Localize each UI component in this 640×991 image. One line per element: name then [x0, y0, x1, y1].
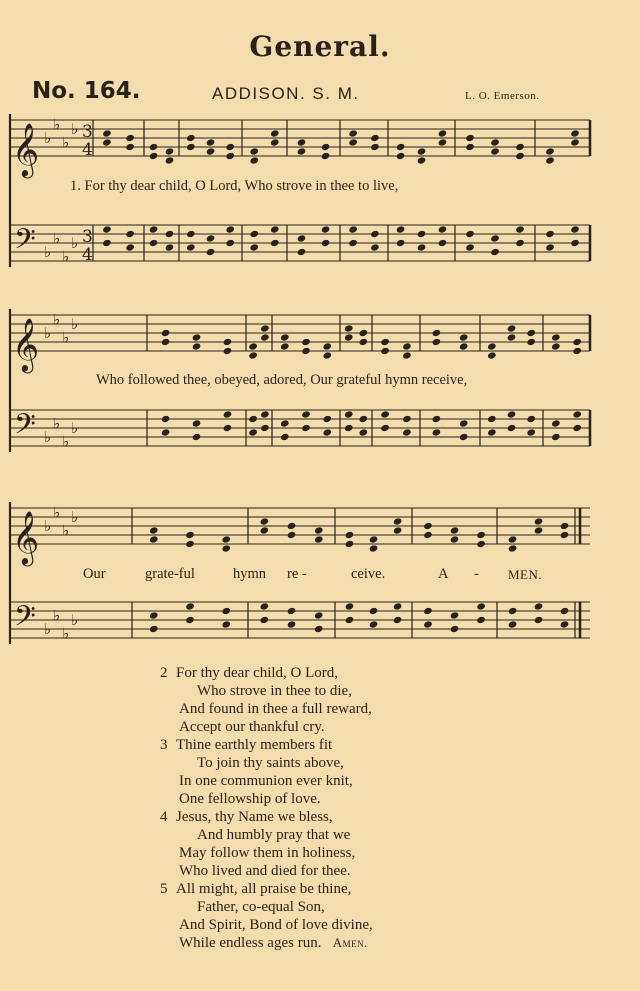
note-head — [270, 225, 280, 233]
note-head — [322, 415, 332, 423]
lyric-line-1: 1. For thy dear child, O Lord, Who strove in thee to live, — [70, 178, 399, 194]
note-head — [149, 225, 159, 233]
note-head — [534, 602, 544, 610]
note-head — [515, 152, 525, 160]
note-head — [270, 129, 280, 137]
note-head — [380, 347, 390, 355]
note-head — [465, 243, 475, 251]
flat-sign: ♭ — [62, 432, 70, 451]
note-head — [438, 225, 448, 233]
note-head — [206, 138, 216, 146]
note-head — [490, 138, 500, 146]
verse-3 — [160, 736, 373, 808]
verse-line: And Spirit, Bond of love divine, — [179, 917, 373, 933]
note-head — [314, 526, 324, 534]
note-head — [380, 424, 390, 432]
lyric-line-2: Who followed thee, obeyed, adored, Our grateful hymn receive, — [96, 372, 468, 388]
note-head — [345, 616, 355, 624]
flat-sign: ♭ — [53, 503, 61, 522]
note-head — [507, 333, 517, 341]
note-head — [102, 129, 112, 137]
note-head — [248, 428, 258, 436]
note-head — [185, 602, 195, 610]
treble-clef-icon: 𝄞 — [12, 510, 40, 564]
note-head — [560, 620, 570, 628]
note-head — [515, 225, 525, 233]
note-head — [572, 338, 582, 346]
note-head — [432, 338, 442, 346]
lyric-word: MEN. — [508, 567, 543, 582]
note-head — [465, 143, 475, 151]
note-head — [551, 342, 561, 350]
note-head — [465, 230, 475, 238]
note-head — [314, 611, 324, 619]
flat-sign: ♭ — [62, 624, 70, 643]
note-head — [221, 535, 231, 543]
note-head — [459, 342, 469, 350]
note-head — [534, 517, 544, 525]
time-signature-denominator: 4 — [82, 245, 93, 265]
flat-sign: ♭ — [53, 310, 61, 329]
note-head — [206, 248, 216, 256]
note-head — [345, 540, 355, 548]
note-head — [432, 415, 442, 423]
note-head — [459, 433, 469, 441]
note-head — [438, 129, 448, 137]
note-head — [423, 522, 433, 530]
bass-clef-icon: 𝄢 — [14, 223, 36, 263]
flat-sign: ♭ — [53, 606, 61, 625]
note-head — [321, 143, 331, 151]
note-head — [297, 147, 307, 155]
note-head — [459, 333, 469, 341]
note-head — [348, 239, 358, 247]
note-head — [287, 607, 297, 615]
note-head — [260, 410, 270, 418]
note-head — [260, 602, 270, 610]
note-head — [297, 248, 307, 256]
note-head — [438, 138, 448, 146]
note-head — [450, 611, 460, 619]
note-head — [248, 351, 258, 359]
note-head — [545, 243, 555, 251]
note-head — [165, 243, 175, 251]
note-head — [380, 410, 390, 418]
note-head — [393, 526, 403, 534]
note-head — [515, 239, 525, 247]
verse-line: And found in thee a full reward, — [179, 701, 372, 717]
note-head — [545, 147, 555, 155]
treble-clef-icon: 𝄞 — [12, 317, 40, 371]
note-head — [560, 531, 570, 539]
note-head — [393, 616, 403, 624]
note-head — [369, 620, 379, 628]
note-head — [186, 143, 196, 151]
verse-line: While endless ages run. — [179, 935, 322, 951]
time-signature-numerator: 3 — [82, 227, 93, 247]
note-head — [487, 415, 497, 423]
flat-sign: ♭ — [53, 229, 61, 248]
hymn-number: No. 164. — [32, 78, 141, 104]
verse-line: Accept our thankful cry. — [179, 719, 325, 735]
note-head — [507, 410, 517, 418]
verse-line: And humbly pray that we — [197, 827, 351, 843]
note-head — [572, 410, 582, 418]
note-head — [102, 239, 112, 247]
note-head — [223, 424, 233, 432]
verse-2 — [160, 664, 373, 736]
note-head — [314, 535, 324, 543]
note-head — [423, 607, 433, 615]
note-head — [358, 338, 368, 346]
note-head — [402, 428, 412, 436]
note-head — [396, 143, 406, 151]
note-head — [301, 410, 311, 418]
flat-sign: ♭ — [71, 419, 79, 437]
note-head — [370, 134, 380, 142]
note-head — [225, 143, 235, 151]
note-head — [490, 234, 500, 242]
note-head — [423, 531, 433, 539]
flat-sign: ♭ — [62, 133, 70, 152]
note-head — [185, 616, 195, 624]
note-head — [249, 243, 259, 251]
note-head — [186, 134, 196, 142]
meter: S. M. — [312, 84, 360, 103]
verses — [160, 664, 373, 952]
flat-sign: ♭ — [71, 315, 79, 333]
note-head — [301, 424, 311, 432]
note-head — [344, 324, 354, 332]
bass-clef-icon: 𝄢 — [14, 408, 36, 448]
note-head — [297, 234, 307, 242]
note-head — [322, 342, 332, 350]
note-head — [545, 230, 555, 238]
note-head — [551, 419, 561, 427]
note-head — [396, 225, 406, 233]
lyric-word: Our — [83, 566, 106, 582]
note-head — [396, 239, 406, 247]
note-head — [186, 243, 196, 251]
note-head — [149, 625, 159, 633]
flat-sign: ♭ — [71, 120, 79, 138]
flat-sign: ♭ — [71, 611, 79, 629]
note-head — [185, 540, 195, 548]
note-head — [348, 138, 358, 146]
note-head — [560, 607, 570, 615]
note-head — [165, 156, 175, 164]
note-head — [476, 540, 486, 548]
note-head — [450, 625, 460, 633]
verse-4 — [160, 808, 373, 880]
flat-sign: ♭ — [53, 414, 61, 433]
note-head — [344, 424, 354, 432]
note-head — [526, 415, 536, 423]
note-head — [280, 333, 290, 341]
note-head — [369, 535, 379, 543]
verse-line: To join thy saints above, — [197, 755, 344, 771]
note-head — [534, 616, 544, 624]
note-head — [345, 602, 355, 610]
note-head — [358, 329, 368, 337]
note-head — [490, 147, 500, 155]
note-head — [249, 156, 259, 164]
note-head — [249, 147, 259, 155]
note-head — [402, 342, 412, 350]
note-head — [432, 428, 442, 436]
note-head — [102, 225, 112, 233]
note-head — [570, 225, 580, 233]
note-head — [476, 616, 486, 624]
note-head — [526, 428, 536, 436]
note-head — [423, 620, 433, 628]
verse-line: All might, all praise be thine, — [176, 881, 352, 897]
note-head — [570, 129, 580, 137]
note-head — [225, 225, 235, 233]
note-head — [490, 248, 500, 256]
note-head — [417, 230, 427, 238]
note-head — [570, 138, 580, 146]
note-head — [149, 611, 159, 619]
section-title: General. — [249, 30, 391, 63]
note-head — [358, 428, 368, 436]
verse-line: Who strove in thee to die, — [197, 683, 352, 699]
note-head — [321, 225, 331, 233]
note-head — [221, 544, 231, 552]
note-head — [487, 351, 497, 359]
verse-line: In one communion ever knit, — [179, 773, 353, 789]
note-head — [476, 602, 486, 610]
lyric-word: grate-ful — [145, 566, 195, 582]
verse-line: One fellowship of love. — [179, 791, 321, 807]
note-head — [417, 156, 427, 164]
note-head — [225, 152, 235, 160]
note-head — [149, 239, 159, 247]
note-head — [297, 138, 307, 146]
note-head — [369, 607, 379, 615]
note-head — [280, 433, 290, 441]
note-head — [487, 428, 497, 436]
lyric-word: hymn — [233, 566, 267, 582]
note-head — [149, 143, 159, 151]
verse-line: For thy dear child, O Lord, — [176, 665, 339, 681]
flat-sign: ♭ — [44, 324, 52, 342]
note-head — [248, 342, 258, 350]
note-head — [161, 329, 171, 337]
flat-sign: ♭ — [71, 508, 79, 526]
note-head — [287, 620, 297, 628]
note-head — [476, 531, 486, 539]
note-head — [287, 531, 297, 539]
lyric-word: re - — [287, 566, 307, 582]
note-head — [165, 230, 175, 238]
flat-sign: ♭ — [44, 620, 52, 638]
lyric-word: ceive. — [351, 566, 386, 582]
note-head — [432, 329, 442, 337]
note-head — [206, 234, 216, 242]
tune-title: ADDISON. — [212, 84, 307, 103]
note-head — [534, 526, 544, 534]
note-head — [287, 522, 297, 530]
note-head — [526, 338, 536, 346]
note-head — [322, 351, 332, 359]
note-head — [396, 152, 406, 160]
note-head — [402, 351, 412, 359]
note-head — [149, 152, 159, 160]
note-head — [161, 338, 171, 346]
note-head — [508, 607, 518, 615]
note-head — [248, 415, 258, 423]
note-head — [393, 517, 403, 525]
note-head — [358, 415, 368, 423]
note-head — [301, 347, 311, 355]
lyric-word: A — [438, 566, 449, 582]
note-head — [508, 620, 518, 628]
note-head — [149, 535, 159, 543]
note-head — [508, 535, 518, 543]
flat-sign: ♭ — [71, 234, 79, 252]
verse-line: Jesus, thy Name we bless, — [176, 809, 333, 825]
note-head — [344, 333, 354, 341]
composer: L. O. Emerson. — [465, 90, 540, 102]
note-head — [192, 419, 202, 427]
note-head — [223, 347, 233, 355]
verse-line: May follow them in holiness, — [179, 845, 356, 861]
note-head — [402, 415, 412, 423]
note-head — [450, 526, 460, 534]
note-head — [322, 428, 332, 436]
bass-clef-icon: 𝄢 — [14, 600, 36, 640]
note-head — [270, 138, 280, 146]
verse-number: 3 — [160, 737, 168, 753]
note-head — [551, 333, 561, 341]
note-head — [102, 138, 112, 146]
verse-number: 5 — [160, 881, 168, 897]
note-head — [321, 239, 331, 247]
note-head — [450, 535, 460, 543]
note-head — [260, 324, 270, 332]
note-head — [225, 239, 235, 247]
note-head — [223, 338, 233, 346]
note-head — [280, 419, 290, 427]
note-head — [260, 616, 270, 624]
note-head — [348, 225, 358, 233]
note-head — [344, 410, 354, 418]
flat-sign: ♭ — [62, 247, 70, 266]
verse-5 — [160, 880, 373, 952]
note-head — [417, 243, 427, 251]
treble-clef-icon: 𝄞 — [12, 122, 40, 176]
note-head — [487, 342, 497, 350]
note-head — [380, 338, 390, 346]
note-head — [192, 333, 202, 341]
note-head — [348, 129, 358, 137]
note-head — [280, 342, 290, 350]
note-head — [223, 410, 233, 418]
note-head — [321, 152, 331, 160]
note-head — [125, 243, 135, 251]
note-head — [459, 419, 469, 427]
verse-number: 4 — [160, 809, 168, 825]
verse-line: Father, co-equal Son, — [197, 899, 325, 915]
note-head — [369, 544, 379, 552]
note-head — [393, 602, 403, 610]
note-head — [508, 544, 518, 552]
verse-line: Who lived and died for thee. — [179, 863, 351, 879]
note-head — [125, 143, 135, 151]
note-head — [260, 424, 270, 432]
note-head — [192, 433, 202, 441]
note-head — [570, 239, 580, 247]
note-head — [417, 147, 427, 155]
flat-sign: ♭ — [44, 243, 52, 261]
note-head — [161, 428, 171, 436]
note-head — [507, 424, 517, 432]
verse-number: 2 — [160, 665, 168, 681]
note-head — [149, 526, 159, 534]
note-head — [270, 239, 280, 247]
note-head — [161, 415, 171, 423]
note-head — [125, 230, 135, 238]
note-head — [192, 342, 202, 350]
note-head — [345, 531, 355, 539]
note-head — [572, 424, 582, 432]
flat-sign: ♭ — [53, 115, 61, 134]
note-head — [185, 531, 195, 539]
flat-sign: ♭ — [44, 428, 52, 446]
note-head — [438, 239, 448, 247]
lyric-word: - — [474, 566, 479, 582]
note-head — [572, 347, 582, 355]
note-head — [551, 433, 561, 441]
note-head — [301, 338, 311, 346]
note-head — [260, 333, 270, 341]
note-head — [370, 143, 380, 151]
note-head — [206, 147, 216, 155]
note-head — [260, 526, 270, 534]
note-head — [545, 156, 555, 164]
note-head — [221, 620, 231, 628]
note-head — [526, 329, 536, 337]
note-head — [249, 230, 259, 238]
verse-line: Thine earthly members fit — [176, 737, 333, 753]
time-signature-numerator: 3 — [82, 122, 93, 142]
flat-sign: ♭ — [62, 521, 70, 540]
note-head — [465, 134, 475, 142]
flat-sign: ♭ — [44, 517, 52, 535]
note-head — [221, 607, 231, 615]
note-head — [560, 522, 570, 530]
flat-sign: ♭ — [62, 328, 70, 347]
note-head — [370, 243, 380, 251]
note-head — [370, 230, 380, 238]
note-head — [314, 625, 324, 633]
note-head — [186, 230, 196, 238]
note-head — [165, 147, 175, 155]
time-signature-denominator: 4 — [82, 140, 93, 160]
amen-ending: Amen. — [332, 935, 368, 950]
note-head — [260, 517, 270, 525]
flat-sign: ♭ — [44, 129, 52, 147]
note-head — [125, 134, 135, 142]
note-head — [507, 324, 517, 332]
note-head — [515, 143, 525, 151]
